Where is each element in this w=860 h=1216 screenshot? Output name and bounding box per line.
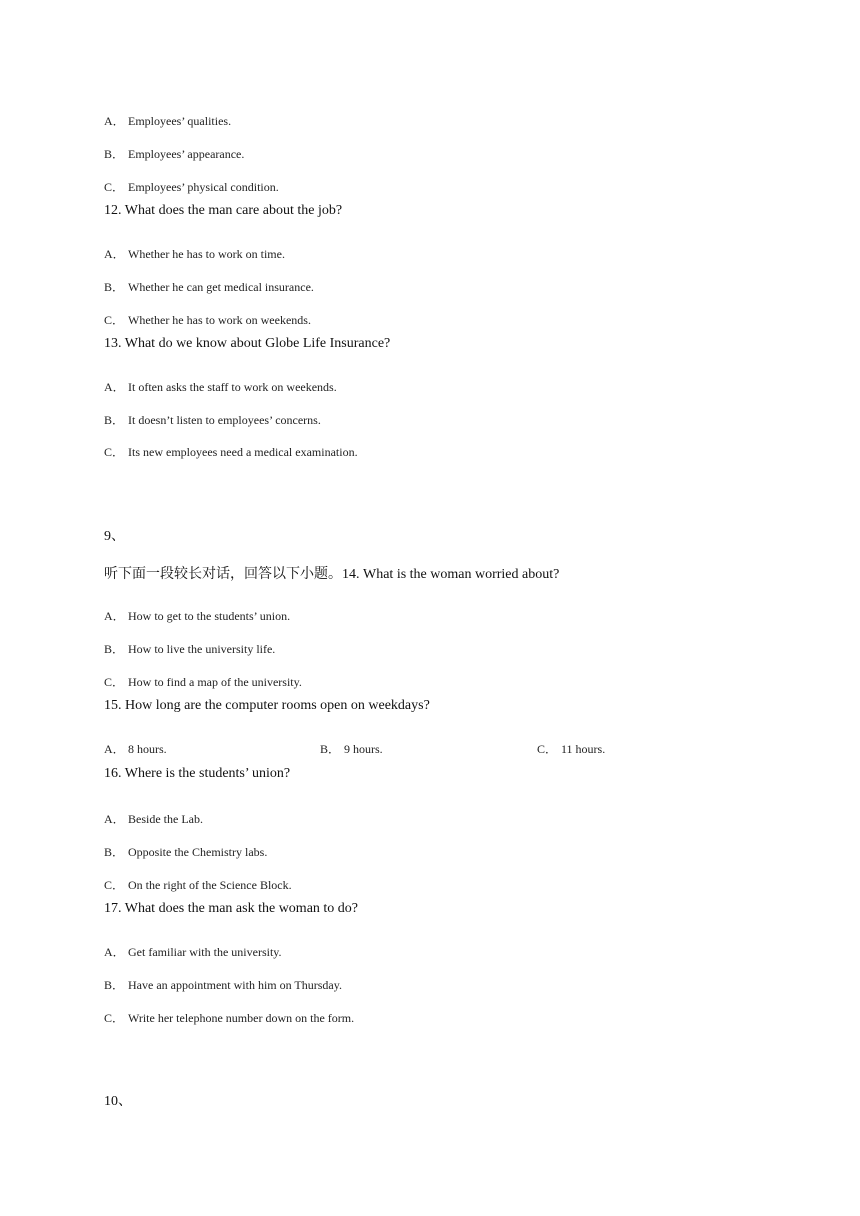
q12-option-c: C． Whether he has to work on weekends.	[104, 313, 311, 327]
q17-option-b: B． Have an appointment with him on Thursday.	[104, 978, 342, 992]
section-10-number: 10、	[104, 1094, 132, 1109]
q16-question: 16. Where is the students’ union?	[104, 766, 291, 781]
q14-option-b: B． How to live the university life.	[104, 642, 276, 656]
q13-option-b: B． It doesn’t listen to employees’ concerns.	[104, 413, 321, 427]
section-9-instruction: 听下面一段较长对话，回答以下小题。14. What is the woman worried about?	[104, 567, 560, 582]
q11-option-a: A． Employees’ qualities.	[104, 114, 232, 128]
q12-question: 12. What does the man care about the job?	[104, 203, 343, 218]
q11-option-c: C． Employees’ physical condition.	[104, 180, 279, 194]
q13-option-c: C． Its new employees need a medical examination.	[104, 445, 358, 459]
q16-option-a: A． Beside the Lab.	[104, 812, 203, 826]
q13-question: 13. What do we know about Globe Life Insurance?	[104, 336, 391, 351]
q14-option-c: C． How to find a map of the university.	[104, 675, 302, 689]
q15-option-a: A． 8 hours.	[104, 742, 167, 756]
q12-option-b: B． Whether he can get medical insurance.	[104, 280, 314, 294]
q15-question: 15. How long are the computer rooms open on weekdays?	[104, 698, 430, 713]
q15-option-b: B． 9 hours.	[320, 742, 383, 756]
q17-question: 17. What does the man ask the woman to do?	[104, 901, 359, 916]
q12-option-a: A． Whether he has to work on time.	[104, 247, 285, 261]
q16-option-c: C． On the right of the Science Block.	[104, 878, 292, 892]
q14-option-a: A． How to get to the students’ union.	[104, 609, 291, 623]
q17-option-a: A． Get familiar with the university.	[104, 945, 282, 959]
q11-option-b: B． Employees’ appearance.	[104, 147, 245, 161]
section-9-number: 9、	[104, 529, 125, 544]
q17-option-c: C． Write her telephone number down on the form.	[104, 1011, 355, 1025]
q16-option-b: B． Opposite the Chemistry labs.	[104, 845, 268, 859]
q13-option-a: A． It often asks the staff to work on weekends.	[104, 380, 337, 394]
q15-option-c: C． 11 hours.	[537, 742, 606, 756]
